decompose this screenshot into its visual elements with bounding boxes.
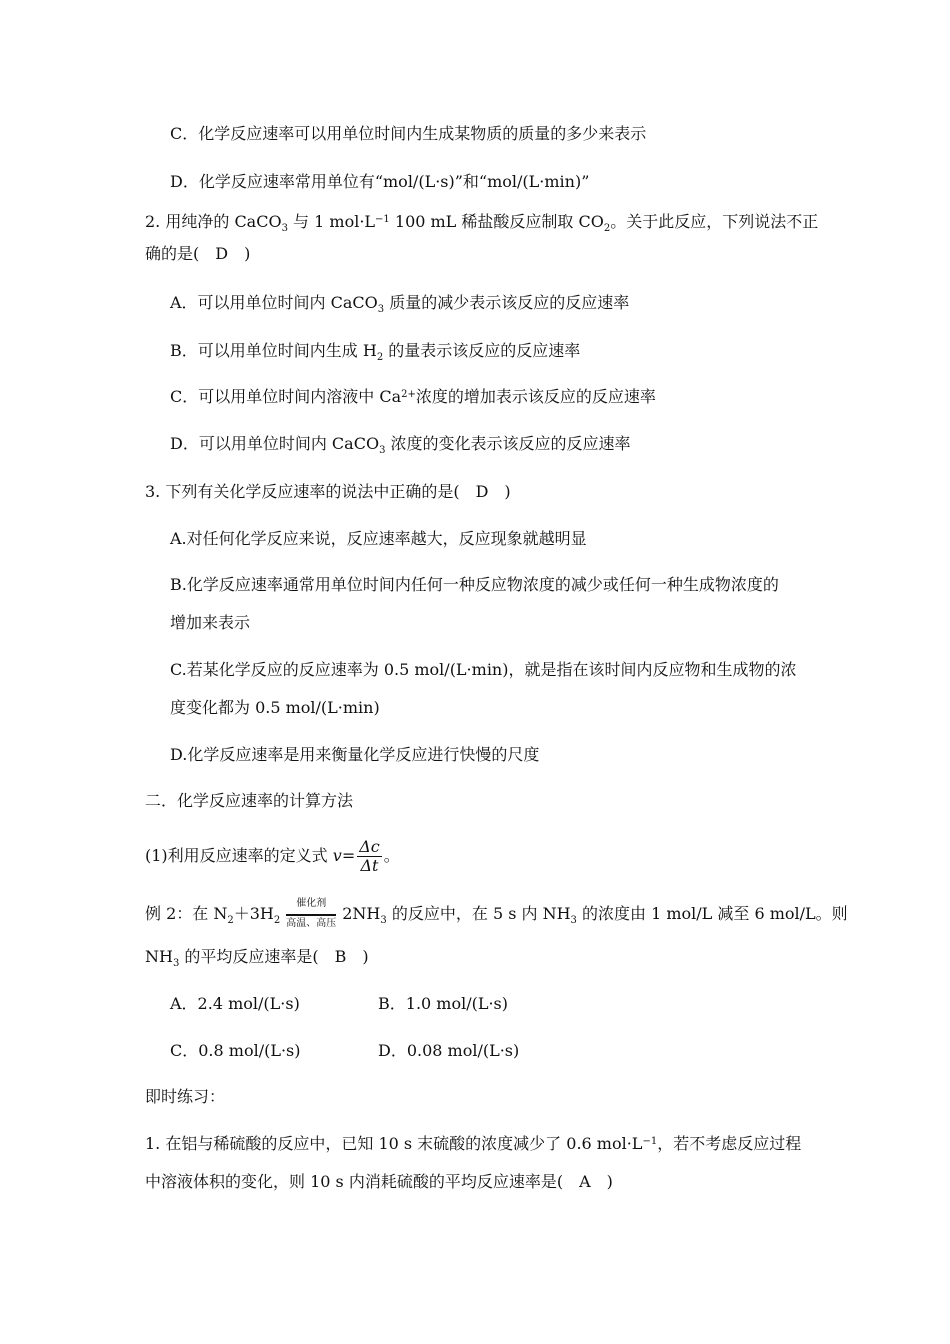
q3-option-d: D.化学反应速率是用来衡量化学反应进行快慢的尺度 (170, 745, 540, 764)
q1-option-c: C．化学反应速率可以用单位时间内生成某物质的质量的多少来表示 (170, 124, 647, 143)
rate-fraction: $\frac{\Delta c}{\Delta t}$ (359, 837, 380, 875)
q1-option-d: D．化学反应速率常用单位有“mol/(L·s)”和“mol/(L·min)” (170, 172, 590, 191)
practice-1-line1: 1. 在铝与稀硫酸的反应中，已知 10 s 末硫酸的浓度减少了 0.6 $mol\cdot L^{-1}$，若不考虑反应过程 (145, 1134, 802, 1153)
section-2-heading: 二．化学反应速率的计算方法 (145, 791, 354, 810)
practice-1-line2: 中溶液体积的变化，则 10 s 内消耗硫酸的平均反应速率是( A ) (145, 1172, 613, 1191)
q2-option-c: C．可以用单位时间内溶液中 $Ca^{2+}$浓度的增加表示该反应的反应速率 (170, 387, 656, 406)
reversible-arrow: 催化剂 高温、高压 (286, 897, 337, 929)
example-2-line1: 例 2：在 $N_2+3H_2$ 催化剂 高温、高压 $2NH_3$ 的反应中，在 5 s 内 $NH_3$ 的浓度由 1 mol/L 减至 6 mol/L。则 (145, 897, 848, 929)
q2-option-b: B．可以用单位时间内生成 $H_2$ 的量表示该反应的反应速率 (170, 341, 581, 363)
q2-stem-line1: 2. 用纯净的 CaCO$_3$ 与 1 $mol\cdot L^{-1}$ 100 mL 稀盐酸反应制取 $CO_2$。关于此反应，下列说法不正 (145, 212, 819, 234)
q3-stem: 3. 下列有关化学反应速率的说法中正确的是( D ) (145, 482, 511, 501)
q3-option-b-line1: B.化学反应速率通常用单位时间内任何一种反应物浓度的减少或任何一种生成物浓度的 (170, 575, 779, 594)
q2-option-a: A．可以用单位时间内 CaCO$_3$ 质量的减少表示该反应的反应速率 (170, 293, 630, 315)
q2-stem-line2: 确的是( D ) (145, 244, 251, 263)
q3-option-c-line1: C.若某化学反应的反应速率为 0.5 mol/(L·min)，就是指在该时间内反应物和生成物的浓 (170, 660, 797, 679)
example-2-line2: $NH_3$ 的平均反应速率是( B ) (145, 947, 369, 969)
example-2-option-c: C．0.8 mol/(L·s) (170, 1041, 301, 1060)
example-2-option-d: D．0.08 mol/(L·s) (378, 1041, 520, 1060)
q3-option-a: A.对任何化学反应来说，反应速率越大，反应现象就越明显 (170, 529, 587, 548)
q2-option-d: D．可以用单位时间内 CaCO$_3$ 浓度的变化表示该反应的反应速率 (170, 434, 631, 456)
q3-option-b-line2: 增加来表示 (170, 613, 251, 632)
example-2-option-b: B．1.0 mol/(L·s) (378, 994, 509, 1013)
example-2-option-a: A．2.4 mol/(L·s) (170, 994, 300, 1013)
q3-option-c-line2: 度变化都为 0.5 mol/(L·min) (170, 698, 380, 717)
practice-heading: 即时练习： (145, 1087, 226, 1106)
rate-formula: (1)利用反应速率的定义式 v= $\frac{\Delta c}{\Delta t}$ 。 (145, 837, 400, 875)
